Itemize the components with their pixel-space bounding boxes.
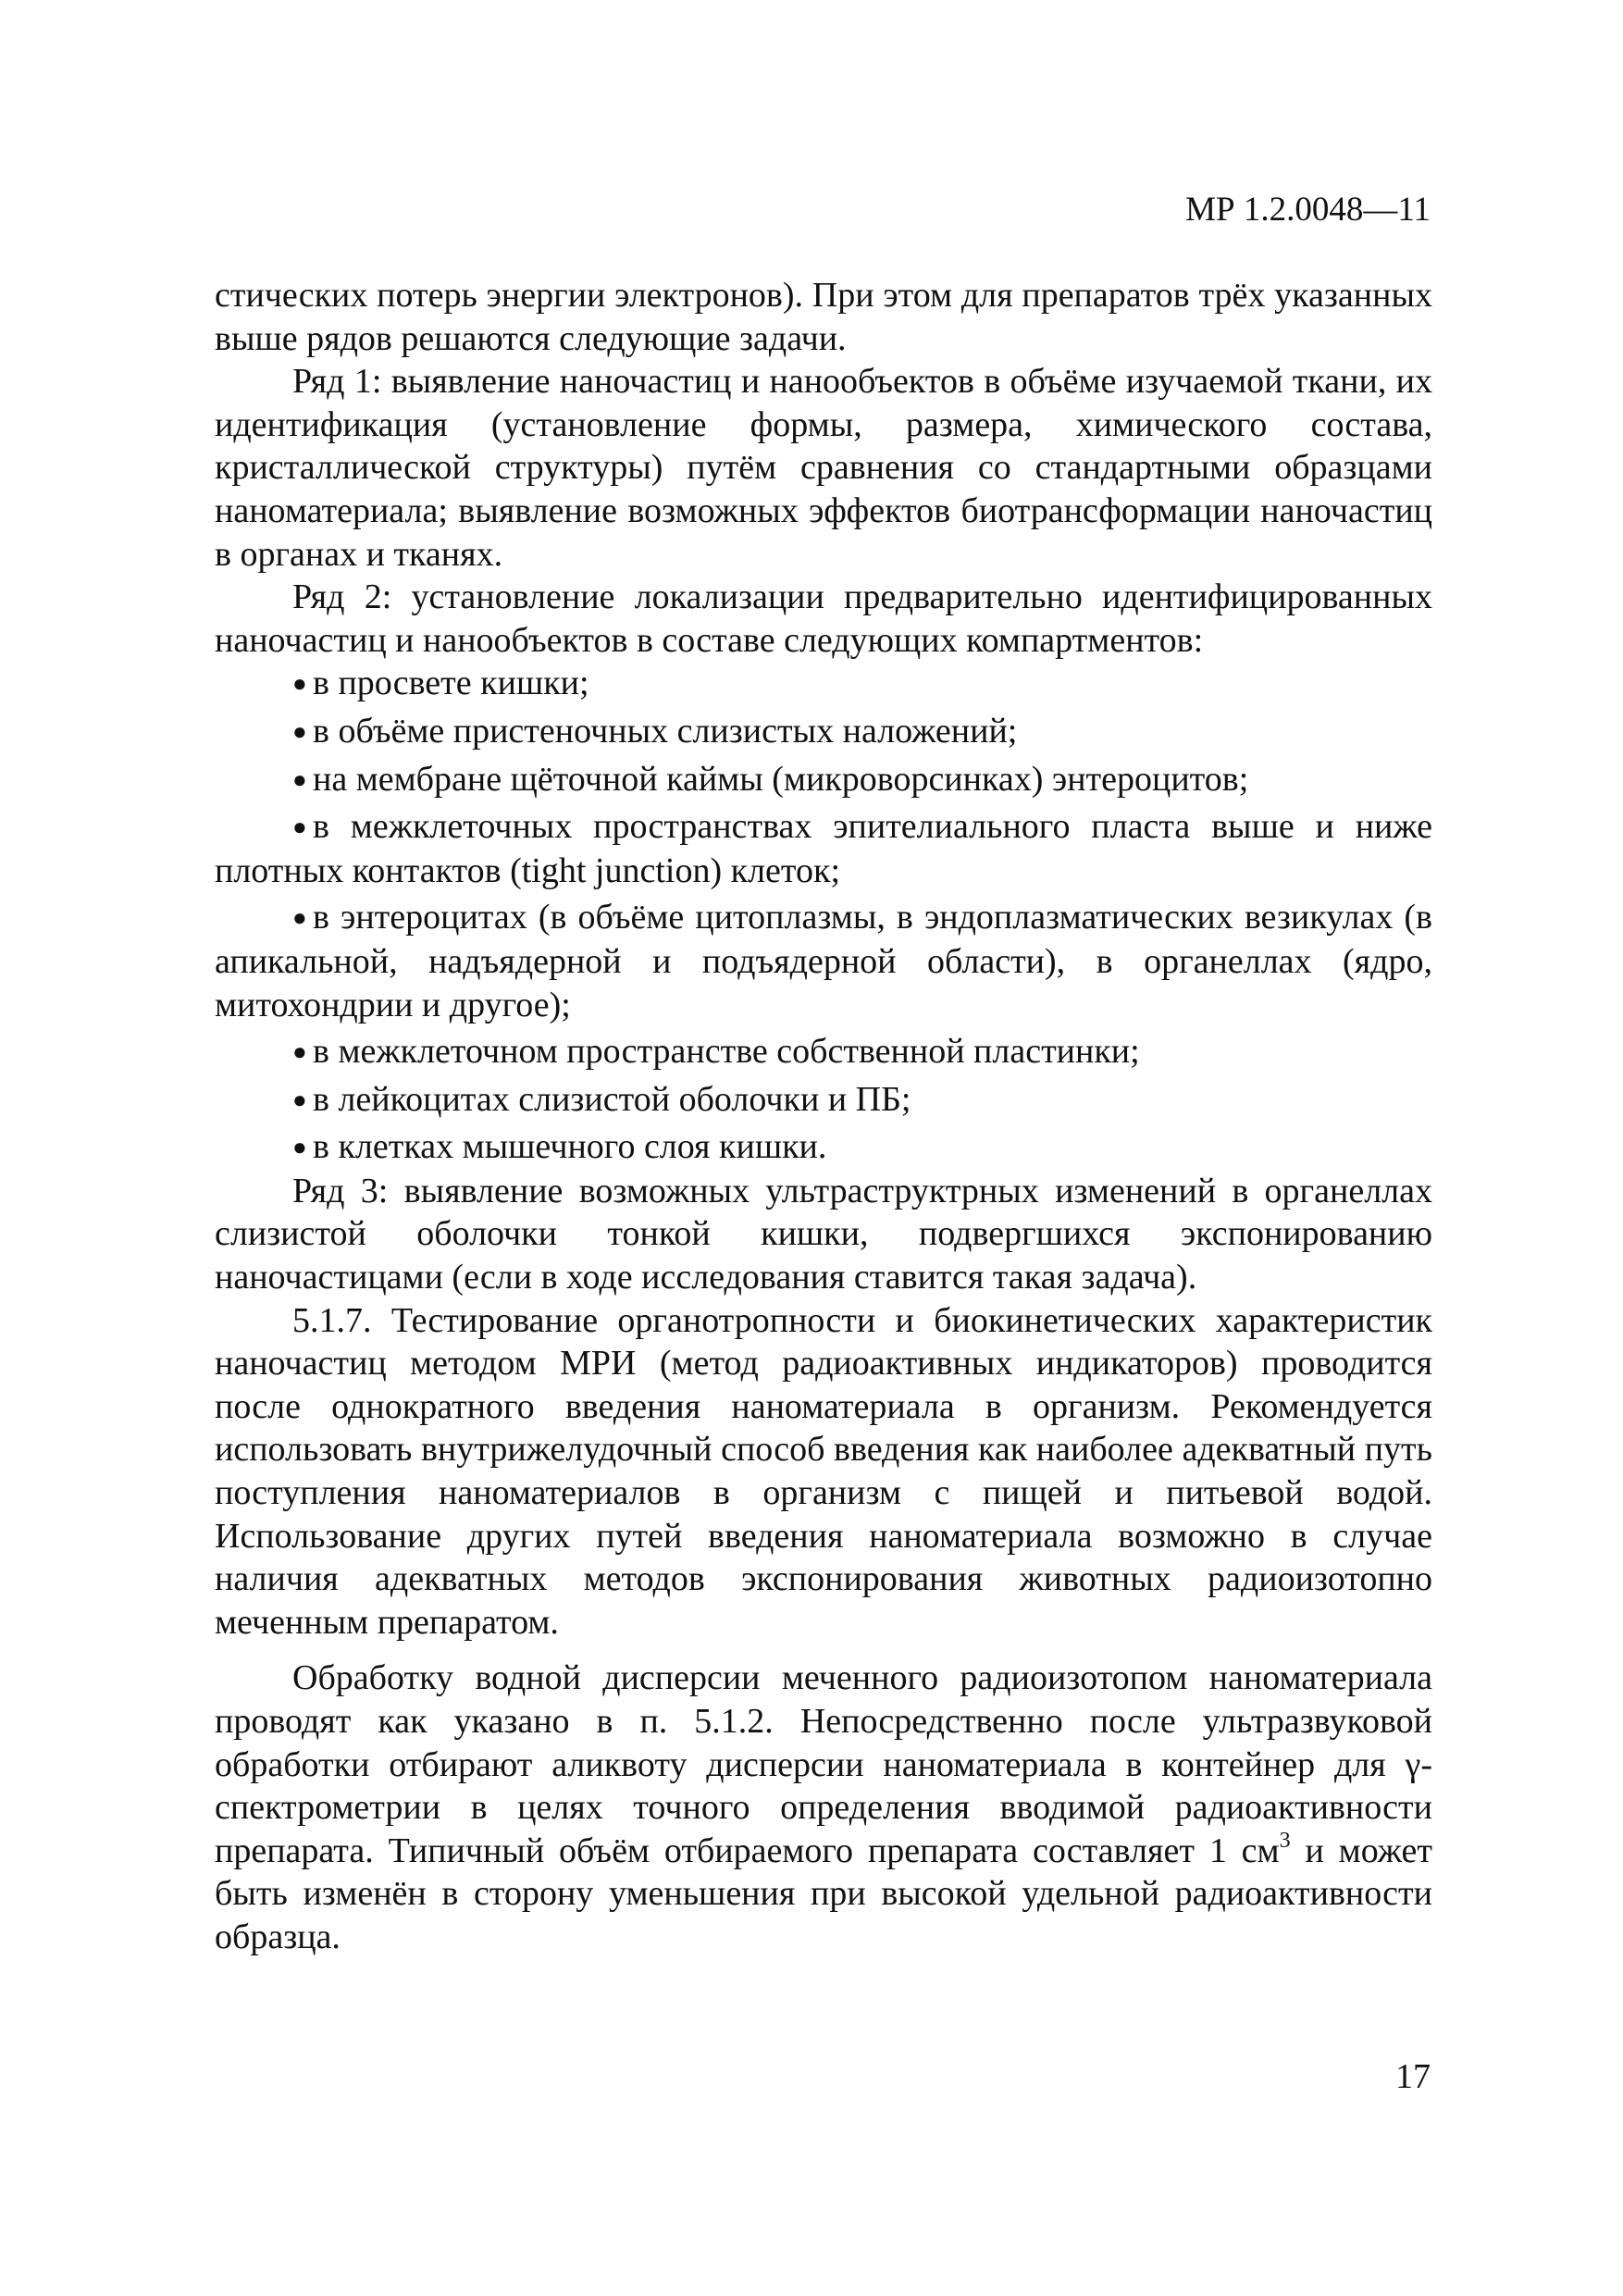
- bullet-text: в межклеточном пространстве собственной пластинки;: [313, 1032, 1140, 1072]
- bullet-icon: ●: [292, 765, 307, 793]
- page-body: [215, 274, 1432, 1959]
- paragraph-section-5-1-7: 5.1.7. Тестирование органотропности и биокинетических характеристик наночастиц методом МРИ (метод радиоактивных индикаторов) проводится после однократного введения наноматериала в организм. Рекомендуется использовать внутрижелудочный способ введения как наиболее адекватный путь поступления наноматериалов в организм с пищей и питьевой водой. Использование других путей введения наноматериала возможно в случае наличия адекватных методов экспонирования животных радиоизотопно меченным препаратом.: [215, 1300, 1432, 1642]
- bullet-list-item: [215, 1030, 1432, 1074]
- superscript-exponent: 3: [1279, 1828, 1291, 1853]
- bullet-list-item: [215, 662, 1432, 706]
- bullet-text: в просвете кишки;: [313, 664, 589, 703]
- bullet-text: в лейкоцитах слизистой оболочки и ПБ;: [313, 1079, 911, 1119]
- bullet-icon: ●: [292, 717, 307, 745]
- document-code-header: МР 1.2.0048—11: [1185, 191, 1431, 229]
- bullet-icon: ●: [292, 1134, 307, 1161]
- bullet-list-item: [215, 1125, 1432, 1170]
- dispersion-text-after: и может быть изменён в сторону уменьшения при высокой удельной радиоактивности образца.: [215, 1831, 1432, 1956]
- paragraph-dispersion-processing: [215, 1657, 1432, 1958]
- paragraph-row-3: Ряд 3: выявление возможных ультраструктрных изменений в органеллах слизистой оболочки тонкой кишки, подвергшихся экспонированию наночастицами (если в ходе исследования ставится такая задача).: [215, 1171, 1432, 1297]
- bullet-icon: ●: [292, 813, 307, 841]
- bullet-text: в межклеточных пространствах эпителиального пласта выше и ниже плотных контактов (tight junction) клеток;: [215, 807, 1432, 890]
- bullet-text: в клетках мышечного слоя кишки.: [313, 1127, 827, 1167]
- bullet-text: на мембране щёточной каймы (микроворсинках) энтероцитов;: [313, 759, 1249, 799]
- paragraph-row-1: Ряд 1: выявление наночастиц и нанообъектов в объёме изучаемой ткани, их идентификация (установление формы, размера, химического состава, кристаллической структуры) путём сравнения со стандартными образцами наноматериала; выявление возможных эффектов биотрансформации наночастиц в органах и тканях.: [215, 362, 1432, 574]
- paragraph-intro: стических потерь энергии электронов). При этом для препаратов трёх указанных выше рядов решаются следующие задачи.: [215, 276, 1432, 358]
- compartment-bullet-list: [215, 662, 1432, 1170]
- bullet-text: в объёме пристеночных слизистых наложений;: [313, 711, 1018, 751]
- bullet-icon: ●: [292, 904, 307, 932]
- bullet-list-item: [215, 758, 1432, 802]
- bullet-icon: ●: [292, 1038, 307, 1066]
- bullet-list-item: [215, 805, 1432, 892]
- bullet-list-item: [215, 1078, 1432, 1123]
- paragraph-row-2: Ряд 2: установление локализации предварительно идентифицированных наночастиц и нанообъектов в составе следующих компартментов:: [215, 577, 1432, 660]
- bullet-list-item: [215, 896, 1432, 1026]
- bullet-list-item: [215, 710, 1432, 754]
- bullet-icon: ●: [292, 1086, 307, 1113]
- dispersion-text-before: Обработку водной дисперсии меченного радиоизотопом наноматериала проводят как указано в п. 5.1.2. Непосредственно после ультразвуковой обработки отбирают аликвоту дисперсии наноматериала в контейнер для γ-спектрометрии в целях точного определения вводимой радиоактивности препарата. Типичный объём отбираемого препарата составляет 1 см: [215, 1658, 1432, 1870]
- page-number: 17: [1395, 2057, 1431, 2096]
- bullet-icon: ●: [292, 670, 307, 698]
- bullet-text: в энтероцитах (в объёме цитоплазмы, в эндоплазматических везикулах (в апикальной, надъядерной и подъядерной области), в органеллах (ядро, митохондрии и другое);: [215, 898, 1432, 1024]
